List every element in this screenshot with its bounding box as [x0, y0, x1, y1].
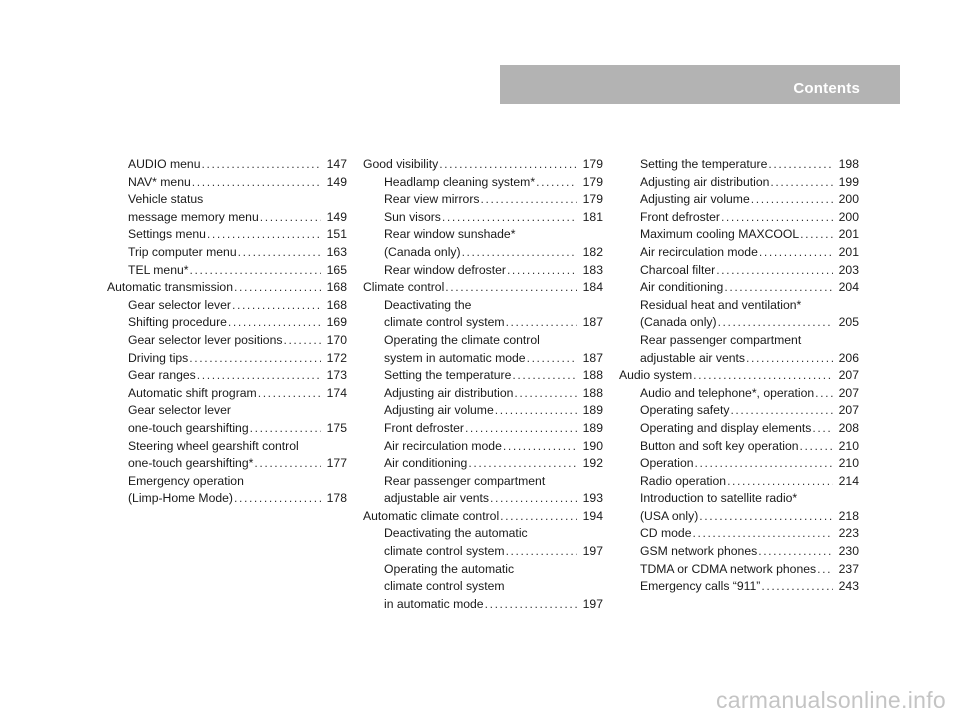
- toc-entry-title: Deactivating the automatic: [384, 526, 528, 541]
- toc-dot-leader: [758, 543, 833, 561]
- toc-entry-title: Audio system: [619, 368, 693, 383]
- page-title: Contents: [793, 80, 860, 97]
- toc-page-number: 184: [582, 280, 603, 295]
- toc-dot-leader: [495, 402, 577, 420]
- toc-entry-title: Air conditioning: [384, 456, 468, 471]
- toc-page-number: 197: [582, 544, 603, 559]
- toc-dot-leader: [485, 596, 577, 614]
- toc-dot-leader: [445, 279, 577, 297]
- toc-dot-leader: [250, 420, 321, 438]
- toc-dot-leader: [468, 455, 577, 473]
- toc-dot-leader: [817, 561, 833, 579]
- toc-entry: [363, 297, 603, 315]
- toc-entry[interactable]: [619, 174, 859, 192]
- toc-entry[interactable]: [107, 244, 347, 262]
- toc-page-number: 179: [582, 174, 603, 189]
- toc-entry[interactable]: [363, 508, 603, 526]
- toc-page-number: 188: [582, 385, 603, 400]
- toc-entry-title: Operating and display elements: [640, 420, 812, 435]
- toc-entry: [619, 297, 859, 315]
- toc-dot-leader: [730, 402, 833, 420]
- toc-entry-title: Automatic climate control: [363, 508, 500, 523]
- toc-entry: [363, 473, 603, 491]
- toc-entry-title: TEL menu*: [128, 262, 189, 277]
- toc-entry[interactable]: [363, 209, 603, 227]
- toc-dot-leader: [439, 156, 577, 174]
- toc-page-number: 204: [838, 280, 859, 295]
- toc-entry-title: Rear view mirrors: [384, 192, 480, 207]
- toc-page-number: 170: [326, 332, 347, 347]
- toc-entry-title: Front defroster: [640, 209, 720, 224]
- toc-entry-title: system in automatic mode: [384, 350, 526, 365]
- toc-page-number: 179: [582, 192, 603, 207]
- toc-entry-title: in automatic mode: [384, 596, 484, 611]
- toc-dot-leader: [442, 209, 577, 227]
- toc-entry-title: Audio and telephone*, operation: [640, 385, 815, 400]
- toc-page-number: 200: [838, 209, 859, 224]
- toc-entry-title: Automatic transmission: [107, 280, 233, 295]
- toc-page-number: 218: [838, 508, 859, 523]
- toc-dot-leader: [751, 191, 833, 209]
- toc-page-number: 173: [326, 368, 347, 383]
- toc-entry[interactable]: [363, 490, 603, 508]
- toc-page-number: 192: [582, 456, 603, 471]
- toc-entry[interactable]: [619, 262, 859, 280]
- toc-page-number: 189: [582, 420, 603, 435]
- toc-page-number: 214: [838, 473, 859, 488]
- toc-dot-leader: [228, 314, 321, 332]
- toc-page-number: 183: [582, 262, 603, 277]
- toc-entry-title: (USA only): [640, 508, 699, 523]
- toc-page-number: 165: [326, 262, 347, 277]
- toc-page-number: 179: [582, 157, 603, 171]
- toc-entry-title: AUDIO menu: [128, 157, 201, 171]
- toc-entry-title: Maximum cooling MAXCOOL: [640, 227, 800, 242]
- toc-page-number: 168: [326, 280, 347, 295]
- toc-entry[interactable]: [619, 350, 859, 368]
- toc-entry: [107, 473, 347, 491]
- toc-entry-title: adjustable air vents: [384, 491, 490, 506]
- toc-page-number: 168: [326, 297, 347, 312]
- toc-entry-title: Adjusting air volume: [384, 403, 494, 418]
- toc-entry[interactable]: [107, 455, 347, 473]
- toc-dot-leader: [506, 543, 577, 561]
- toc-dot-leader: [234, 279, 321, 297]
- toc-dot-leader: [727, 473, 833, 491]
- toc-page-number: 182: [582, 244, 603, 259]
- toc-entry[interactable]: [619, 578, 859, 596]
- toc-entry: [107, 402, 347, 420]
- toc-entry-title: GSM network phones: [640, 544, 758, 559]
- toc-dot-leader: [800, 226, 833, 244]
- toc-page-number: 151: [326, 227, 347, 242]
- toc-dot-leader: [512, 367, 577, 385]
- toc-page-number: 207: [838, 403, 859, 418]
- toc-entry[interactable]: [619, 244, 859, 262]
- toc-entry[interactable]: [107, 226, 347, 244]
- toc-entry[interactable]: [619, 438, 859, 456]
- toc-entry-title: Setting the temperature: [384, 368, 512, 383]
- toc-entry[interactable]: [107, 209, 347, 227]
- toc-page-number: 207: [838, 368, 859, 383]
- toc-entry-title: (Canada only): [640, 315, 717, 330]
- toc-entry: [107, 191, 347, 209]
- toc-entry-title: TDMA or CDMA network phones: [640, 561, 817, 576]
- toc-dot-leader: [197, 367, 321, 385]
- toc-dot-leader: [189, 350, 321, 368]
- toc-entry-title: adjustable air vents: [640, 350, 746, 365]
- toc-entry[interactable]: [363, 244, 603, 262]
- toc-dot-leader: [190, 262, 321, 280]
- toc-page-number: 188: [582, 368, 603, 383]
- toc-entry[interactable]: [363, 420, 603, 438]
- toc-entry-title: one-touch gearshifting: [128, 420, 249, 435]
- toc-dot-leader: [503, 438, 577, 456]
- toc-entry[interactable]: [619, 473, 859, 491]
- toc-page-number: 174: [326, 385, 347, 400]
- toc-entry[interactable]: [619, 209, 859, 227]
- toc-entry-title: Adjusting air volume: [640, 192, 750, 207]
- toc-dot-leader: [759, 244, 833, 262]
- toc-entry[interactable]: [107, 297, 347, 315]
- toc-dot-leader: [716, 262, 833, 280]
- toc-entry: [363, 226, 603, 244]
- toc-entry-title: Trip computer menu: [128, 244, 237, 259]
- toc-entry[interactable]: [363, 191, 603, 209]
- toc-entry[interactable]: [619, 402, 859, 420]
- toc-entry[interactable]: [619, 367, 859, 385]
- toc-entry[interactable]: [363, 156, 603, 174]
- toc-page-number: 169: [326, 315, 347, 330]
- toc-column-1: [107, 156, 347, 508]
- toc-entry-title: (Canada only): [384, 244, 461, 259]
- toc-entry-title: (Limp-Home Mode): [128, 491, 233, 506]
- toc-dot-leader: [746, 350, 833, 368]
- toc-entry-title: Vehicle status: [128, 192, 204, 207]
- toc-dot-leader: [254, 455, 321, 473]
- toc-entry[interactable]: [363, 385, 603, 403]
- toc-dot-leader: [812, 420, 833, 438]
- toc-dot-leader: [234, 490, 321, 508]
- toc-dot-leader: [260, 209, 321, 227]
- toc-entry[interactable]: [363, 174, 603, 192]
- toc-dot-leader: [465, 420, 577, 438]
- toc-page-number: 201: [838, 244, 859, 259]
- toc-page-number: 177: [326, 456, 347, 471]
- toc-entry-title: Rear window sunshade*: [384, 227, 516, 242]
- toc-page-number: 163: [326, 244, 347, 259]
- toc-dot-leader: [258, 385, 321, 403]
- toc-dot-leader: [692, 525, 833, 543]
- toc-entry[interactable]: [107, 420, 347, 438]
- toc-entry[interactable]: [363, 367, 603, 385]
- toc-dot-leader: [232, 297, 321, 315]
- toc-entry[interactable]: [107, 262, 347, 280]
- toc-entry[interactable]: [619, 508, 859, 526]
- toc-entry: [363, 561, 603, 579]
- toc-entry[interactable]: [363, 455, 603, 473]
- toc-dot-leader: [718, 314, 833, 332]
- toc-entry-title: Radio operation: [640, 473, 727, 488]
- toc-entry-title: Shifting procedure: [128, 315, 227, 330]
- toc-entry-title: Climate control: [363, 280, 445, 295]
- toc-entry-title: Adjusting air distribution: [384, 385, 514, 400]
- toc-entry[interactable]: [619, 191, 859, 209]
- toc-page-number: 194: [582, 508, 603, 523]
- toc-entry-title: Good visibility: [363, 157, 439, 171]
- toc-entry-title: Rear window defroster: [384, 262, 506, 277]
- toc-entry[interactable]: [619, 156, 859, 174]
- toc-page-number: 199: [838, 174, 859, 189]
- toc-page-number: 210: [838, 438, 859, 453]
- toc-page-number: 178: [326, 491, 347, 506]
- toc-dot-leader: [770, 174, 833, 192]
- toc-entry[interactable]: [363, 279, 603, 297]
- toc-dot-leader: [699, 508, 833, 526]
- toc-entry[interactable]: [619, 420, 859, 438]
- toc-entry-title: climate control system: [384, 544, 505, 559]
- toc-entry[interactable]: [107, 490, 347, 508]
- toc-entry-title: Air recirculation mode: [384, 438, 502, 453]
- toc-entry-title: Steering wheel gearshift control: [128, 438, 299, 453]
- toc-entry-title: Operating safety: [640, 403, 730, 418]
- toc-page-number: 147: [326, 157, 347, 171]
- toc-entry-title: Rear passenger compartment: [384, 473, 546, 488]
- toc-entry-title: Gear selector lever positions: [128, 332, 283, 347]
- toc-entry-title: climate control system: [384, 579, 505, 594]
- toc-dot-leader: [695, 455, 833, 473]
- toc-entry[interactable]: [107, 332, 347, 350]
- toc-entry[interactable]: [363, 350, 603, 368]
- toc-entry: [619, 332, 859, 350]
- toc-dot-leader: [238, 244, 321, 262]
- toc-page-number: 203: [838, 262, 859, 277]
- toc-entry[interactable]: [363, 543, 603, 561]
- toc-page-number: 230: [838, 544, 859, 559]
- toc-dot-leader: [201, 156, 321, 174]
- toc-dot-leader: [761, 578, 833, 596]
- toc-page-number: 206: [838, 350, 859, 365]
- toc-page-number: 208: [838, 420, 859, 435]
- toc-entry-title: Operating the climate control: [384, 332, 540, 347]
- toc-page-number: 200: [838, 192, 859, 207]
- toc-entry[interactable]: [107, 279, 347, 297]
- toc-page-number: 189: [582, 403, 603, 418]
- toc-page-number: 149: [326, 209, 347, 224]
- toc-entry-title: Introduction to satellite radio*: [640, 491, 798, 506]
- toc-dot-leader: [800, 438, 833, 456]
- toc-dot-leader: [462, 244, 577, 262]
- toc-entry-title: Operation: [640, 456, 694, 471]
- toc-page-number: 210: [838, 456, 859, 471]
- toc-page-number: 175: [326, 420, 347, 435]
- toc-dot-leader: [480, 191, 577, 209]
- toc-entry-title: Gear selector lever: [128, 403, 231, 418]
- toc-entry[interactable]: [107, 367, 347, 385]
- toc-column-2: [363, 156, 603, 613]
- toc-entry[interactable]: [619, 314, 859, 332]
- toc-dot-leader: [490, 490, 577, 508]
- toc-page-number: 207: [838, 385, 859, 400]
- toc-entry-title: Settings menu: [128, 227, 206, 242]
- toc-dot-leader: [815, 385, 833, 403]
- toc-entry-title: Setting the temperature: [640, 157, 768, 171]
- toc-entry[interactable]: [363, 314, 603, 332]
- toc-entry[interactable]: [619, 385, 859, 403]
- toc-entry-title: Air recirculation mode: [640, 244, 758, 259]
- toc-entry-title: Sun visors: [384, 209, 441, 224]
- toc-page-number: 187: [582, 350, 603, 365]
- toc-entry: [619, 490, 859, 508]
- toc-entry: [363, 578, 603, 596]
- toc-page-number: 198: [838, 157, 859, 171]
- toc-entry-title: Automatic shift program: [128, 385, 257, 400]
- toc-entry[interactable]: [619, 543, 859, 561]
- toc-entry[interactable]: [107, 314, 347, 332]
- toc-page-number: 172: [326, 350, 347, 365]
- toc-page-number: 181: [582, 209, 603, 224]
- toc-dot-leader: [536, 174, 577, 192]
- toc-entry-title: Front defroster: [384, 420, 464, 435]
- toc-entry: [363, 332, 603, 350]
- toc-dot-leader: [283, 332, 321, 350]
- toc-entry-title: Charcoal filter: [640, 262, 716, 277]
- toc-entry-title: NAV* menu: [128, 174, 191, 189]
- toc-entry[interactable]: [619, 561, 859, 579]
- toc-entry[interactable]: [619, 279, 859, 297]
- toc-entry-title: Rear passenger compartment: [640, 332, 802, 347]
- toc-page-number: 205: [838, 315, 859, 330]
- toc-dot-leader: [527, 350, 577, 368]
- toc-dot-leader: [207, 226, 321, 244]
- toc-entry[interactable]: [363, 262, 603, 280]
- toc-entry-title: Air conditioning: [640, 280, 724, 295]
- toc-page-number: 237: [838, 561, 859, 576]
- toc-entry-title: Driving tips: [128, 350, 189, 365]
- toc-page-number: 149: [326, 174, 347, 189]
- toc-entry-title: Adjusting air distribution: [640, 174, 770, 189]
- toc-page-number: 197: [582, 596, 603, 611]
- toc-page-number: 201: [838, 227, 859, 242]
- toc-entry: [363, 525, 603, 543]
- toc-page-number: 190: [582, 438, 603, 453]
- toc-entry[interactable]: [107, 174, 347, 192]
- toc-entry-title: Residual heat and ventilation*: [640, 297, 802, 312]
- toc-page-number: 223: [838, 526, 859, 541]
- toc-entry-title: Gear ranges: [128, 368, 196, 383]
- toc-entry-title: message memory menu: [128, 209, 259, 224]
- toc-dot-leader: [724, 279, 833, 297]
- toc-entry-title: Gear selector lever: [128, 297, 231, 312]
- toc-entry-title: climate control system: [384, 315, 505, 330]
- toc-page-number: 243: [838, 579, 859, 594]
- watermark-text: carmanualsonline.info: [715, 687, 946, 713]
- toc-dot-leader: [192, 174, 321, 192]
- toc-entry[interactable]: [363, 438, 603, 456]
- toc-page-number: 193: [582, 491, 603, 506]
- toc-entry[interactable]: [107, 350, 347, 368]
- toc-entry-title: Headlamp cleaning system*: [384, 174, 536, 189]
- toc-entry-title: Operating the automatic: [384, 561, 515, 576]
- toc-entry[interactable]: [619, 525, 859, 543]
- toc-entry: [107, 438, 347, 456]
- toc-dot-leader: [693, 367, 833, 385]
- toc-entry[interactable]: [363, 402, 603, 420]
- toc-entry[interactable]: [619, 226, 859, 244]
- toc-entry-title: Button and soft key operation: [640, 438, 799, 453]
- toc-entry-title: CD mode: [640, 526, 692, 541]
- toc-dot-leader: [506, 314, 577, 332]
- toc-page-number: 187: [582, 315, 603, 330]
- toc-entry-title: Emergency calls “911”: [640, 579, 761, 594]
- toc-dot-leader: [500, 508, 577, 526]
- toc-entry-title: Emergency operation: [128, 473, 244, 488]
- toc-dot-leader: [507, 262, 577, 280]
- toc-entry-title: Deactivating the: [384, 297, 472, 312]
- toc-entry[interactable]: [107, 156, 347, 174]
- toc-entry[interactable]: [107, 385, 347, 403]
- toc-entry[interactable]: [619, 455, 859, 473]
- toc-column-3: [619, 156, 859, 596]
- toc-entry[interactable]: [363, 596, 603, 614]
- toc-entry-title: one-touch gearshifting*: [128, 456, 254, 471]
- contents-header-bar: [500, 65, 900, 104]
- toc-dot-leader: [721, 209, 833, 227]
- toc-dot-leader: [768, 156, 833, 174]
- toc-dot-leader: [514, 385, 577, 403]
